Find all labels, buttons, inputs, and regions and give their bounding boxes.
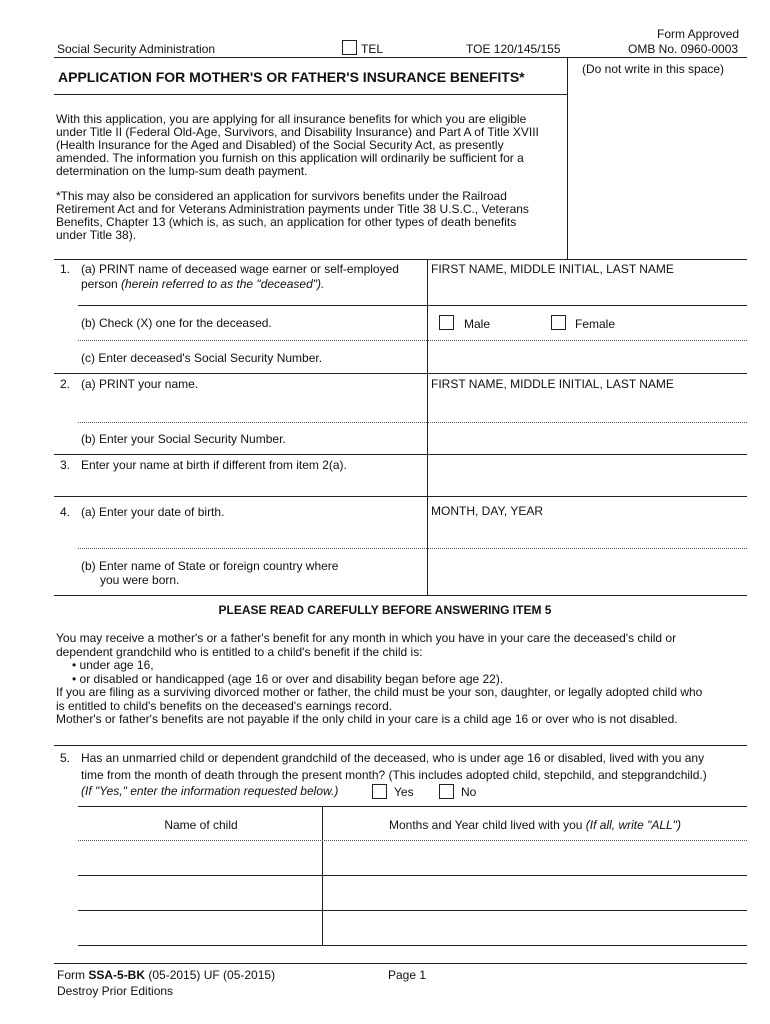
row-rule — [54, 595, 747, 596]
column-header-text: Months and Year child lived with you — [388, 818, 586, 832]
child-name-input-2[interactable] — [84, 883, 318, 903]
section-rule — [54, 259, 747, 260]
intro-line: With this application, you are applying for all insurance benefits for which you are eligible — [56, 112, 527, 126]
yes-checkbox[interactable] — [372, 784, 387, 799]
toe-code: TOE 120/145/155 — [466, 42, 561, 56]
applicant-name-input[interactable] — [431, 396, 743, 416]
office-box-divider — [567, 57, 568, 259]
item-1a-label: (a) PRINT name of deceased wage earner or self-employed — [81, 262, 399, 276]
notice-line: is entitled to child's benefits on the deceased's earnings record. — [56, 698, 393, 713]
footer-rule — [54, 963, 747, 964]
row-rule — [54, 496, 747, 497]
no-checkbox[interactable] — [439, 784, 454, 799]
intro-line: Benefits, Chapter 13 (which is, as such, an application for other types of death benefits — [56, 215, 517, 229]
intro-line: Retirement Act and for Veterans Administration payments under Title 38 U.S.C., Veterans — [56, 202, 529, 216]
yes-label: Yes — [394, 785, 414, 799]
table-row — [78, 875, 747, 876]
male-checkbox[interactable] — [439, 315, 454, 330]
child-name-input-1[interactable] — [84, 848, 318, 868]
item-1c-label: (c) Enter deceased's Social Security Number. — [81, 351, 323, 365]
item-1a-note: (herein referred to as the "deceased"). — [121, 277, 325, 291]
section-rule — [54, 745, 747, 746]
page-title: APPLICATION FOR MOTHER'S OR FATHER'S INSURANCE BENEFITS* — [58, 69, 525, 85]
item-3-number: 3. — [60, 458, 71, 472]
table-header-rule — [78, 840, 747, 841]
table-top-rule — [78, 806, 747, 807]
form-edition: (05-2015) UF (05-2015) — [145, 968, 276, 982]
item-5-line-1: Has an unmarried child or dependent grandchild of the deceased, who is under age 16 or disabled, lived with you any — [81, 751, 705, 765]
form-prefix: Form — [57, 968, 89, 982]
item-3-label: Enter your name at birth if different from item 2(a). — [81, 458, 347, 472]
dob-input[interactable] — [431, 522, 743, 542]
intro-paragraph-2 — [56, 190, 566, 242]
intro-line: under Title 38). — [56, 228, 137, 242]
item-4b-label-2: you were born. — [100, 573, 180, 587]
female-label: Female — [575, 317, 616, 331]
agency-name: Social Security Administration — [57, 42, 216, 56]
notice-bullet: • or disabled or handicapped (age 16 or over and disability began before age 22). — [72, 671, 504, 686]
form-approved: Form Approved — [657, 27, 740, 41]
child-months-input-2[interactable] — [328, 883, 742, 903]
applicant-ssn-input[interactable] — [431, 428, 743, 448]
notice-text — [56, 632, 756, 727]
item-2a-label: (a) PRINT your name. — [81, 377, 199, 391]
birthplace-input[interactable] — [431, 565, 743, 585]
applicant-name-hint: FIRST NAME, MIDDLE INITIAL, LAST NAME — [431, 377, 674, 391]
item-1b-label: (b) Check (X) one for the deceased. — [81, 316, 272, 330]
deceased-ssn-input[interactable] — [431, 347, 743, 367]
tel-label: TEL — [361, 42, 384, 56]
item-1a-text: person — [81, 277, 122, 291]
form-number — [57, 968, 275, 982]
table-row — [78, 910, 747, 911]
no-label: No — [461, 785, 477, 799]
row-rule-dotted — [78, 340, 747, 341]
child-months-input-3[interactable] — [328, 918, 742, 938]
header-rule — [54, 57, 747, 58]
deceased-name-input[interactable] — [431, 282, 743, 302]
omb-number: OMB No. 0960-0003 — [628, 42, 739, 56]
page-number: Page 1 — [388, 968, 427, 982]
deceased-name-hint: FIRST NAME, MIDDLE INITIAL, LAST NAME — [431, 262, 674, 276]
item-4-number: 4. — [60, 505, 71, 519]
intro-paragraph-1 — [56, 113, 566, 178]
table-bottom-rule — [78, 945, 747, 946]
intro-line: determination on the lump-sum death payment. — [56, 164, 308, 178]
row-rule-dotted — [78, 548, 747, 549]
notice-line: If you are filing as a surviving divorced mother or father, the child must be your son, daughter, or legally adopted child who — [56, 685, 703, 699]
notice-bullet: • under age 16, — [72, 658, 154, 672]
female-checkbox[interactable] — [551, 315, 566, 330]
row-rule — [54, 373, 747, 374]
bullet-text: under age 16, — [79, 658, 154, 672]
item-5-number: 5. — [60, 751, 71, 765]
column-header-months — [323, 818, 747, 832]
bullet-text: or disabled or handicapped (age 16 or over and disability began before age 22). — [79, 671, 504, 686]
row-rule-dotted — [78, 422, 747, 423]
destroy-note: Destroy Prior Editions — [57, 984, 174, 998]
notice-heading: PLEASE READ CAREFULLY BEFORE ANSWERING ITEM 5 — [218, 603, 552, 617]
item-1a-label-2 — [81, 277, 324, 291]
item-2-number: 2. — [60, 377, 71, 391]
notice-line: Mother's or father's benefits are not payable if the only child in your care is a child age 16 or over who is not disabled. — [56, 712, 678, 726]
child-name-input-3[interactable] — [84, 918, 318, 938]
notice-line: You may receive a mother's or a father's benefit for any month in which you have in your care the deceased's child or — [56, 631, 677, 645]
intro-line: amended. The information you furnish on this application will ordinarily be sufficient for a — [56, 151, 524, 165]
row-rule — [78, 305, 747, 306]
office-use-note: (Do not write in this space) — [582, 62, 725, 76]
form-id: SSA-5-BK — [88, 968, 146, 982]
item-4b-label: (b) Enter name of State or foreign country where — [81, 559, 339, 573]
notice-line: dependent grandchild who is entitled to a child's benefit if the child is: — [56, 644, 423, 659]
male-label: Male — [464, 317, 491, 331]
row-rule — [54, 454, 747, 455]
birth-name-input[interactable] — [431, 472, 743, 492]
item-2b-label: (b) Enter your Social Security Number. — [81, 432, 286, 446]
intro-line: *This may also be considered an application for survivors benefits under the Railroad — [56, 189, 507, 203]
item-5-line-2: time from the month of death through the present month? (This includes adopted child, stepchild, and stepgrandchild.) — [81, 768, 707, 782]
tel-checkbox[interactable] — [342, 40, 357, 55]
answer-column-divider — [427, 259, 428, 596]
column-header-name: Name of child — [164, 818, 238, 832]
title-rule — [54, 94, 567, 95]
item-5-line-3: (If "Yes," enter the information requested below.) — [81, 784, 339, 798]
intro-line: (Health Insurance for the Aged and Disabled) of the Social Security Act, as presently — [56, 138, 504, 152]
column-header-note: (If all, write "ALL") — [585, 818, 681, 832]
dob-hint: MONTH, DAY, YEAR — [431, 504, 544, 518]
child-months-input-1[interactable] — [328, 848, 742, 868]
item-4a-label: (a) Enter your date of birth. — [81, 505, 225, 519]
intro-line: under Title II (Federal Old-Age, Survivors, and Disability Insurance) and Part A of Title XVIII — [56, 125, 539, 139]
item-1-number: 1. — [60, 262, 71, 276]
